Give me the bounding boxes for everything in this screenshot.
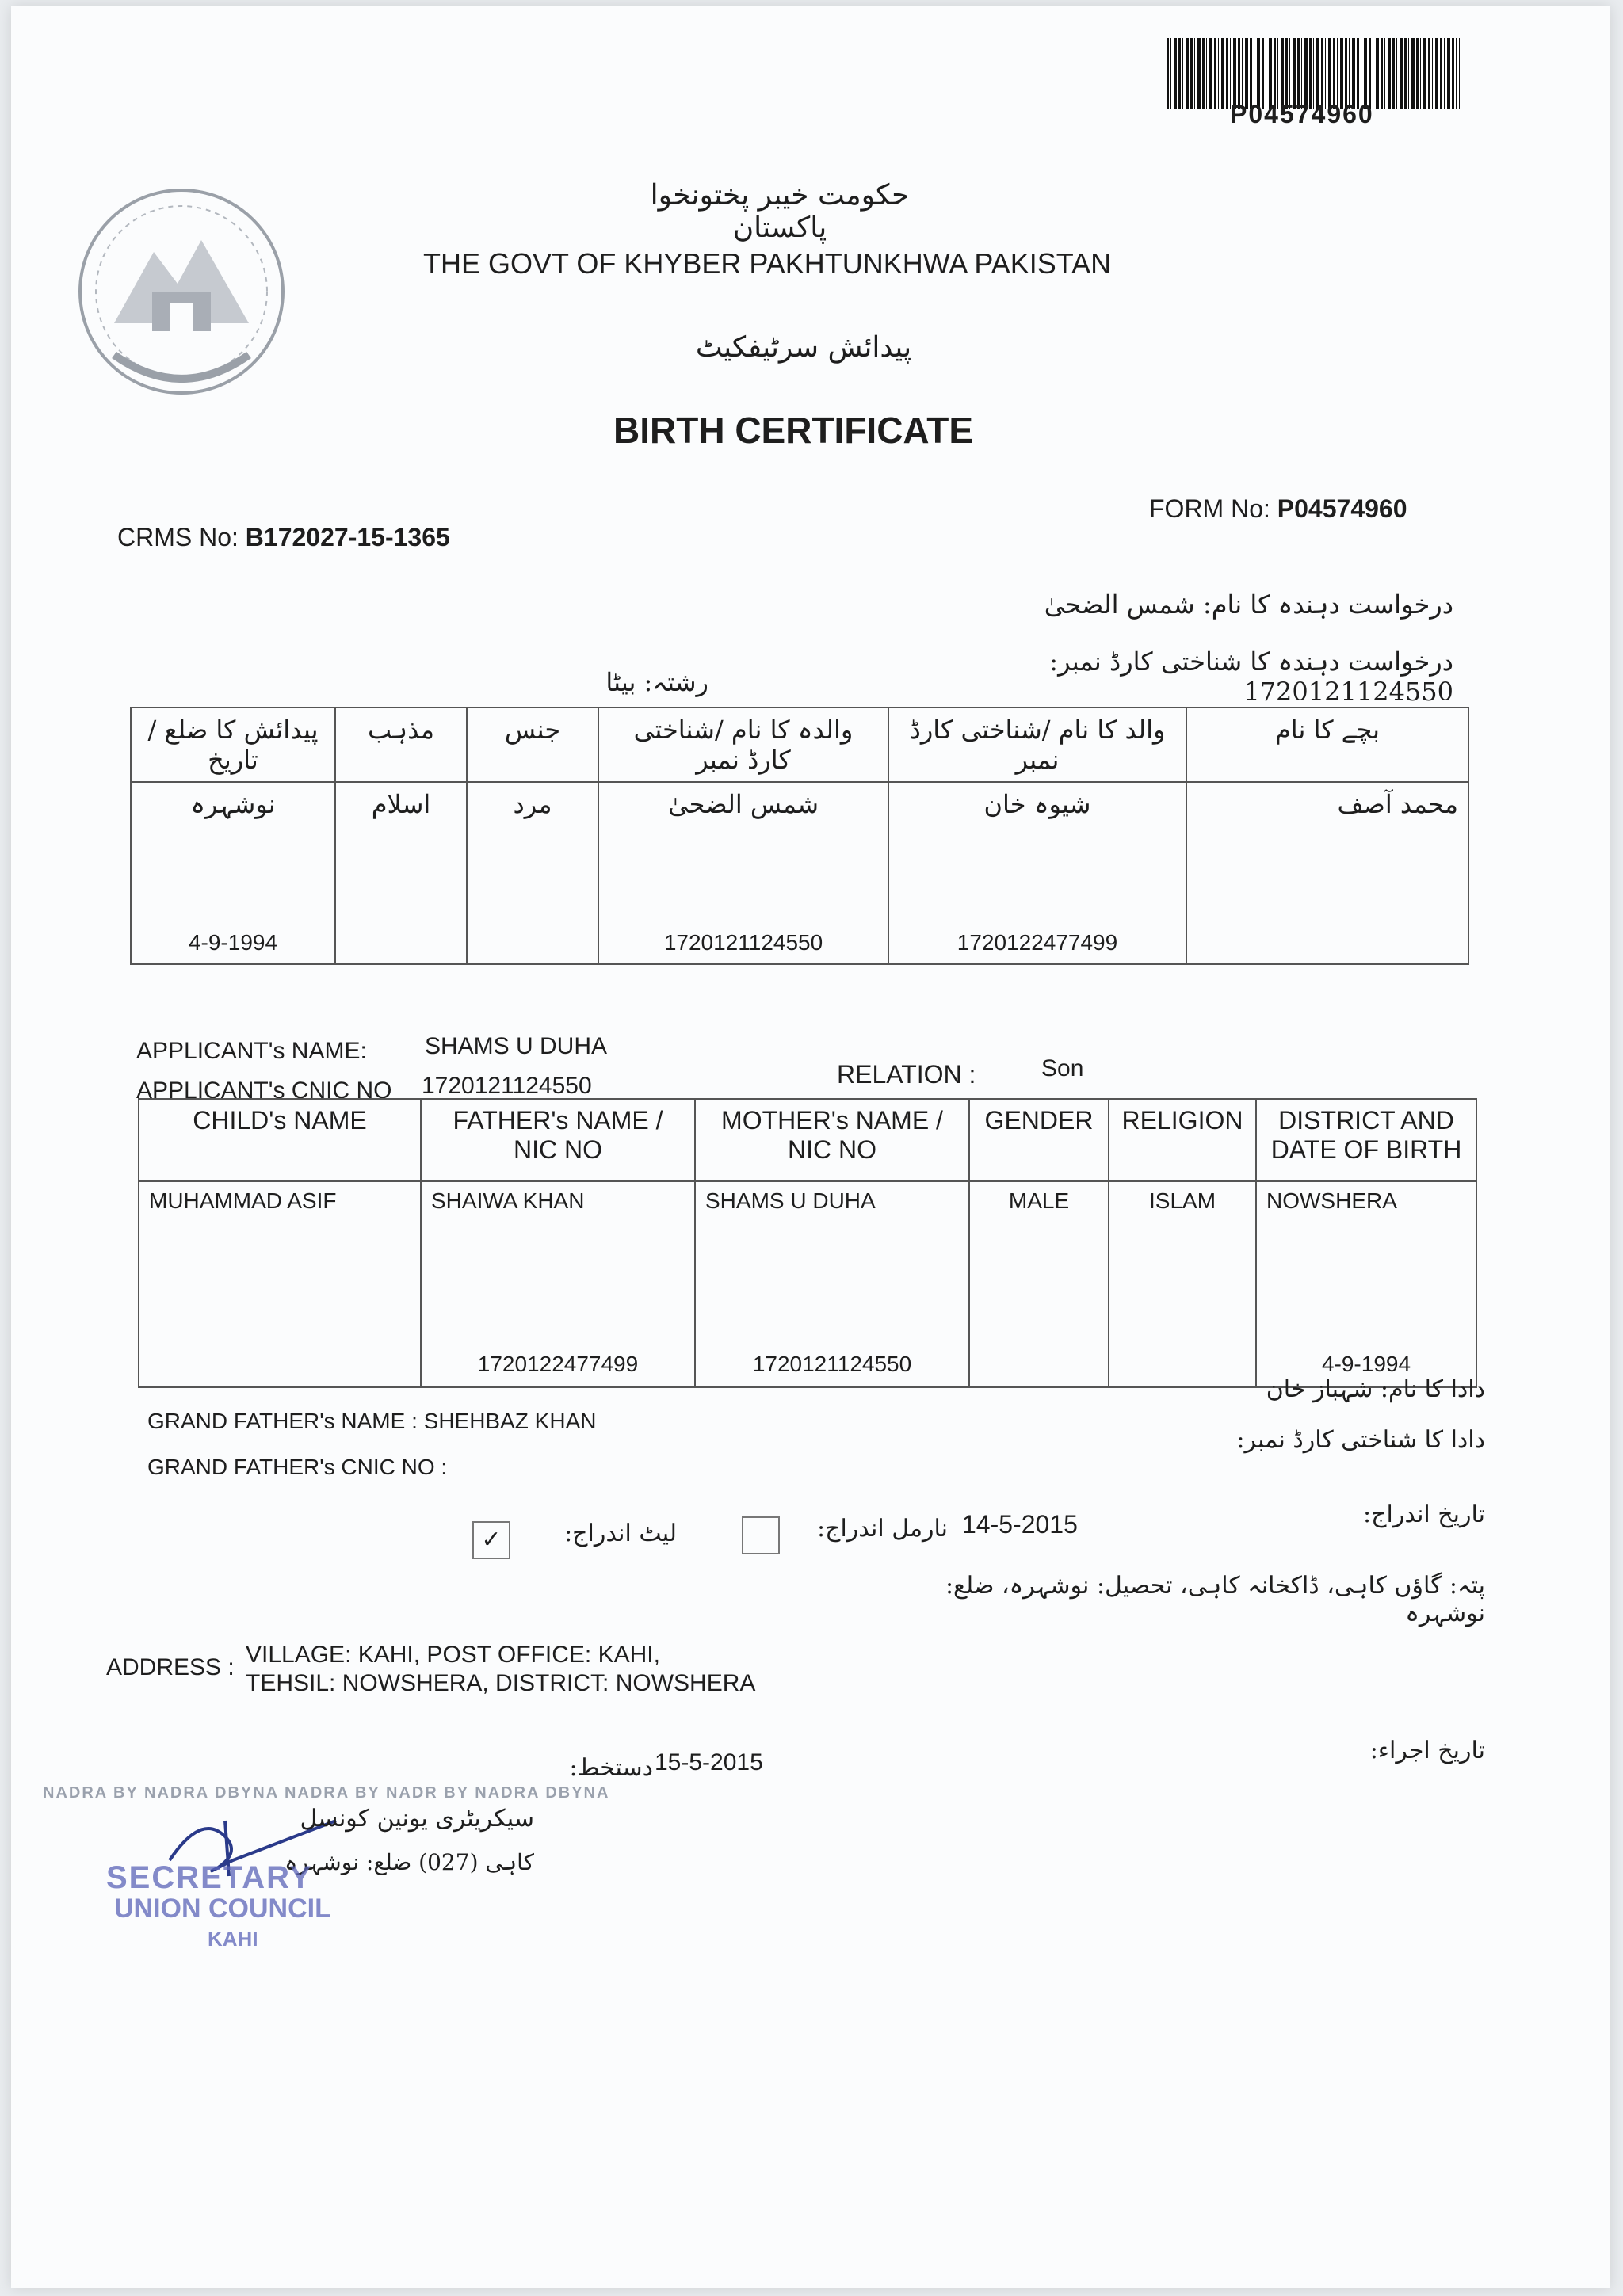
relation-value: Son xyxy=(1041,1055,1084,1081)
urdu-header-child: بچے کا نام xyxy=(1186,707,1468,782)
urdu-details-table xyxy=(130,707,1469,965)
address-line-1: VILLAGE: KAHI, POST OFFICE: KAHI, xyxy=(246,1642,660,1668)
govt-title: THE GOVT OF KHYBER PAKHTUNKHWA PAKISTAN xyxy=(423,247,1112,280)
urdu-address: پتہ: گاؤں کاہی، ڈاکخانہ کاہی، تحصیل: نوشہرہ، ضلع: نوشہرہ xyxy=(945,1572,1485,1627)
header-child-name: CHILD's NAME xyxy=(139,1099,421,1181)
child-name: MUHAMMAD ASIF xyxy=(139,1181,421,1387)
stamp-kahi: KAHI xyxy=(208,1927,258,1951)
normal-entry-label: نارمل اندراج: xyxy=(816,1515,948,1543)
stamp-secretary: SECRETARY xyxy=(106,1860,313,1895)
urdu-header-religion: مذہب xyxy=(335,707,467,782)
english-details-table xyxy=(138,1098,1477,1388)
urdu-applicant-name: درخواست دہندہ کا نام: شمس الضحیٰ xyxy=(1044,589,1453,620)
mother-cell: SHAMS U DUHA 1720121124550 xyxy=(695,1181,969,1387)
urdu-religion: اسلام xyxy=(335,782,467,964)
urdu-header-mother: والدہ کا نام /شناختی کارڈ نمبر xyxy=(598,707,888,782)
urdu-mother-cell: شمس الضحیٰ 1720121124550 xyxy=(598,782,888,964)
urdu-union-council: کاہی (027) ضلع: نوشہرہ xyxy=(285,1849,534,1875)
kp-emblem-icon xyxy=(59,173,304,410)
urdu-header-district: پیدائش کا ضلع / تاریخ xyxy=(131,707,335,782)
applicant-name-label: APPLICANT's NAME: xyxy=(136,1038,367,1064)
applicant-name-value: SHAMS U DUHA xyxy=(425,1033,608,1059)
father-cell: SHAIWA KHAN 1720122477499 xyxy=(421,1181,695,1387)
entry-date: 14-5-2015 xyxy=(962,1510,1078,1539)
urdu-header-gender: جنس xyxy=(467,707,598,782)
late-entry-label: لیٹ اندراج: xyxy=(564,1520,677,1547)
certificate-title: BIRTH CERTIFICATE xyxy=(613,410,974,451)
grandfather-cnic-label: GRAND FATHER's CNIC NO : xyxy=(147,1455,448,1479)
barcode-number: P04574960 xyxy=(1230,100,1374,128)
header-district-dob: DISTRICT AND DATE OF BIRTH xyxy=(1256,1099,1476,1181)
address-label: ADDRESS : xyxy=(106,1654,235,1680)
urdu-relation: رشتہ: بیٹا xyxy=(605,667,708,697)
signature-label: دستخط: xyxy=(569,1754,653,1782)
urdu-applicant-cnic: درخواست دہندہ کا شناختی کارڈ نمبر: 1720121124550 xyxy=(1049,646,1453,707)
urdu-gender: مرد xyxy=(467,782,598,964)
urdu-secretary: سیکریٹری یونین کونسل xyxy=(300,1805,534,1833)
urdu-header-father: والد کا نام /شناختی کارڈ نمبر xyxy=(888,707,1186,782)
religion-value: ISLAM xyxy=(1109,1181,1256,1387)
address-line-2: TEHSIL: NOWSHERA, DISTRICT: NOWSHERA xyxy=(246,1670,756,1696)
late-entry-checkbox: ✓ xyxy=(472,1521,510,1559)
header-gender: GENDER xyxy=(969,1099,1109,1181)
urdu-grandfather-name: دادا کا نام: شہباز خان xyxy=(1266,1375,1485,1403)
crms-number: CRMS No: B172027-15-1365 xyxy=(117,523,450,551)
normal-entry-checkbox xyxy=(742,1516,780,1554)
stamp-union-council: UNION COUNCIL xyxy=(114,1894,331,1924)
urdu-district-cell: نوشہرہ 4-9-1994 xyxy=(131,782,335,964)
urdu-grandfather-cnic: دادا کا شناختی کارڈ نمبر: xyxy=(1236,1426,1485,1454)
certificate-sheet xyxy=(11,6,1610,2288)
barcode-icon xyxy=(1167,38,1460,109)
issue-date: 15-5-2015 xyxy=(655,1749,763,1775)
district-cell: NOWSHERA 4-9-1994 xyxy=(1256,1181,1476,1387)
urdu-child-name: محمد آصف xyxy=(1186,782,1468,964)
applicant-cnic-label: APPLICANT's CNIC NO xyxy=(136,1077,392,1104)
urdu-issue-date-label: تاریخ اجراء: xyxy=(1369,1737,1485,1764)
urdu-govt-title: حکومت خیبر پختونخوا پاکستان xyxy=(650,179,910,244)
header-religion: RELIGION xyxy=(1109,1099,1256,1181)
grandfather-name: GRAND FATHER's NAME : SHEHBAZ KHAN xyxy=(147,1409,597,1433)
urdu-father-cell: شیوہ خان 1720122477499 xyxy=(888,782,1186,964)
urdu-cert-title: پیدائش سرٹیفکیٹ xyxy=(695,331,912,364)
relation-label: RELATION : xyxy=(837,1060,976,1089)
urdu-entry-date-label: تاریخ اندراج: xyxy=(1363,1501,1485,1528)
header-mother: MOTHER's NAME / NIC NO xyxy=(695,1099,969,1181)
header-father: FATHER's NAME / NIC NO xyxy=(421,1099,695,1181)
gender-value: MALE xyxy=(969,1181,1109,1387)
applicant-cnic-value: 1720121124550 xyxy=(422,1073,592,1099)
nadra-watermark: NADRA BY NADRA DBYNA NADRA BY NADR BY NADRA DBYNA xyxy=(43,1784,610,1802)
form-number: FORM No: P04574960 xyxy=(1149,494,1407,523)
